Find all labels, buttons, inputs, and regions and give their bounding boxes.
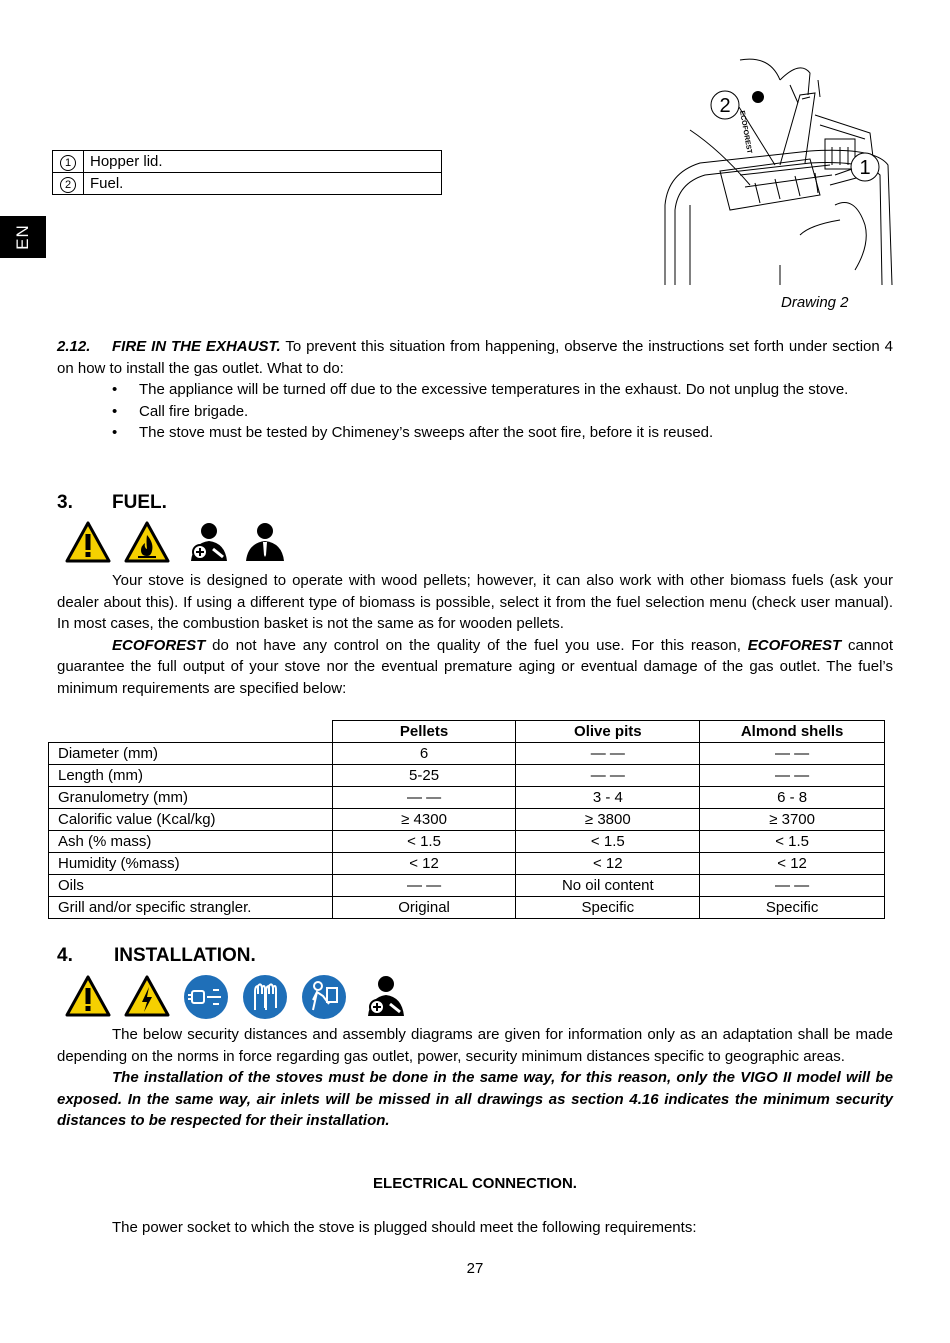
stove-hopper-drawing bbox=[660, 55, 896, 287]
section-3-body bbox=[57, 570, 893, 699]
flammable-warning-icon bbox=[124, 521, 170, 563]
legend-row bbox=[53, 173, 442, 195]
table-cell: No oil content bbox=[516, 875, 700, 897]
table-header-cell: Almond shells bbox=[700, 721, 885, 743]
table-row bbox=[49, 809, 885, 831]
legend-table bbox=[52, 150, 442, 195]
list-item: • The stove must be tested by Chimeney’s sweeps after the soot fire, before it is reused. bbox=[57, 422, 893, 444]
brand-logo-text: ECOFOREST bbox=[738, 110, 753, 155]
table-cell: — — bbox=[700, 875, 885, 897]
table-cell: 6 bbox=[332, 743, 516, 765]
table-row-label: Length (mm) bbox=[49, 765, 333, 787]
table-row-label: Ash (% mass) bbox=[49, 831, 333, 853]
table-cell: 5-25 bbox=[332, 765, 516, 787]
section-3-paragraph-2 bbox=[57, 635, 893, 700]
warning-triangle-icon bbox=[65, 521, 111, 563]
section-3-heading bbox=[57, 492, 167, 514]
section-4-paragraph-3: The power socket to which the stove is plugged should meet the following requirements: bbox=[112, 1219, 697, 1236]
section-4-title: INSTALLATION. bbox=[114, 945, 256, 966]
table-cell: — — bbox=[700, 765, 885, 787]
brand-name: ECOFOREST bbox=[747, 636, 842, 654]
legend-number-cell bbox=[53, 151, 84, 173]
language-tab-label: EN bbox=[13, 224, 32, 250]
legend-number-cell bbox=[53, 173, 84, 195]
table-header-cell: Pellets bbox=[332, 721, 516, 743]
list-item: • The appliance will be turned off due to the excessive temperatures in the exhaust. Do not unplug the stove. bbox=[57, 379, 893, 401]
table-row-label: Oils bbox=[49, 875, 333, 897]
electrical-connection-heading: ELECTRICAL CONNECTION. bbox=[373, 1175, 577, 1192]
technician-icon bbox=[183, 521, 229, 563]
section-2-12-list bbox=[57, 379, 893, 444]
section-4-icons bbox=[65, 974, 406, 1020]
section-3-paragraph-2-part-b: cannot guarantee the full output of your stove nor the eventual premature aging or eventual damage of the gas outlet. The fuel’s minimum requirements are specified below: bbox=[57, 636, 893, 697]
table-cell: < 12 bbox=[700, 853, 885, 875]
table-cell: < 12 bbox=[516, 853, 700, 875]
table-header-empty bbox=[49, 721, 333, 743]
table-cell: Specific bbox=[700, 897, 885, 919]
table-cell: < 1.5 bbox=[332, 831, 516, 853]
table-cell: — — bbox=[332, 875, 516, 897]
electric-warning-icon bbox=[124, 974, 170, 1018]
brand-name: ECOFOREST bbox=[112, 636, 206, 654]
read-manual-icon bbox=[301, 974, 347, 1020]
section-2-12 bbox=[57, 336, 893, 444]
legend-number: 2 bbox=[60, 177, 76, 193]
table-row-label: Diameter (mm) bbox=[49, 743, 333, 765]
table-cell: Original bbox=[332, 897, 516, 919]
table-row-label: Humidity (%mass) bbox=[49, 853, 333, 875]
section-4-paragraph-1: The below security distances and assembly diagrams are given for information only as an adaptation shall be made depending on the norms in force regarding gas outlet, power, security minimum distances specific to geographic areas. bbox=[57, 1026, 893, 1065]
page-number: 27 bbox=[466, 1260, 484, 1277]
callout-1-label: 1 bbox=[859, 157, 871, 179]
warning-triangle-icon bbox=[65, 974, 111, 1018]
drawing-caption: Drawing 2 bbox=[781, 294, 849, 311]
table-cell: < 1.5 bbox=[700, 831, 885, 853]
table-cell: ≥ 3800 bbox=[516, 809, 700, 831]
section-2-12-text: To prevent this situation from happening, observe the instructions set forth under section 4 on how to install the gas outlet. What to do: bbox=[57, 338, 893, 377]
legend-row bbox=[53, 151, 442, 173]
gloves-mandatory-icon bbox=[242, 974, 288, 1020]
table-cell: < 12 bbox=[332, 853, 516, 875]
table-cell: ≥ 4300 bbox=[332, 809, 516, 831]
table-cell: ≥ 3700 bbox=[700, 809, 885, 831]
table-row bbox=[49, 765, 885, 787]
table-row bbox=[49, 897, 885, 919]
technician-icon bbox=[360, 974, 406, 1018]
table-row-label: Grill and/or specific strangler. bbox=[49, 897, 333, 919]
table-cell: 3 - 4 bbox=[516, 787, 700, 809]
table-cell: — — bbox=[516, 743, 700, 765]
section-4-heading bbox=[57, 945, 256, 967]
table-row bbox=[49, 875, 885, 897]
section-2-12-title: FIRE IN THE EXHAUST. bbox=[112, 338, 281, 355]
list-item: • Call fire brigade. bbox=[57, 401, 893, 423]
section-4-paragraph-2: The installation of the stoves must be done in the same way, for this reason, only the VIGO II model will be exposed. In the same way, air inlets will be missed in all drawings as section 4.16 indicates the minimum security distances to be respected for their installation. bbox=[57, 1069, 893, 1129]
section-2-12-number: 2.12. bbox=[57, 338, 91, 355]
table-row-label: Calorific value (Kcal/kg) bbox=[49, 809, 333, 831]
section-4-body bbox=[57, 1024, 893, 1132]
table-cell: 6 - 8 bbox=[700, 787, 885, 809]
section-3-icons bbox=[65, 521, 288, 563]
table-header-cell: Olive pits bbox=[516, 721, 700, 743]
section-3-paragraph-1: Your stove is designed to operate with wood pellets; however, it can also work with other biomass fuels (ask your dealer about this). If using a different type of biomass is possible, select it from the fuel selection menu (check user manual). In most cases, the combustion basket is not the same as for wooden pellets. bbox=[57, 572, 893, 632]
legend-text: Fuel. bbox=[84, 173, 442, 195]
table-cell: Specific bbox=[516, 897, 700, 919]
section-4-number: 4. bbox=[57, 945, 73, 966]
language-tab bbox=[0, 216, 46, 258]
legend-number: 1 bbox=[60, 155, 76, 171]
table-row bbox=[49, 787, 885, 809]
unplug-mandatory-icon bbox=[183, 974, 229, 1020]
table-cell: — — bbox=[332, 787, 516, 809]
fuel-requirements-table bbox=[48, 720, 885, 919]
table-header-row bbox=[49, 721, 885, 743]
table-row bbox=[49, 831, 885, 853]
section-3-paragraph-2-part-a: do not have any control on the quality of the fuel you use. For this reason, bbox=[205, 636, 748, 654]
callout-2-label: 2 bbox=[719, 95, 731, 117]
table-row bbox=[49, 743, 885, 765]
table-row-label: Granulometry (mm) bbox=[49, 787, 333, 809]
table-cell: — — bbox=[516, 765, 700, 787]
table-cell: — — bbox=[700, 743, 885, 765]
section-3-number: 3. bbox=[57, 492, 73, 513]
legend-text: Hopper lid. bbox=[84, 151, 442, 173]
user-icon bbox=[242, 521, 288, 563]
section-2-12-intro bbox=[57, 336, 893, 379]
table-row bbox=[49, 853, 885, 875]
section-3-title: FUEL. bbox=[112, 492, 167, 513]
table-cell: < 1.5 bbox=[516, 831, 700, 853]
